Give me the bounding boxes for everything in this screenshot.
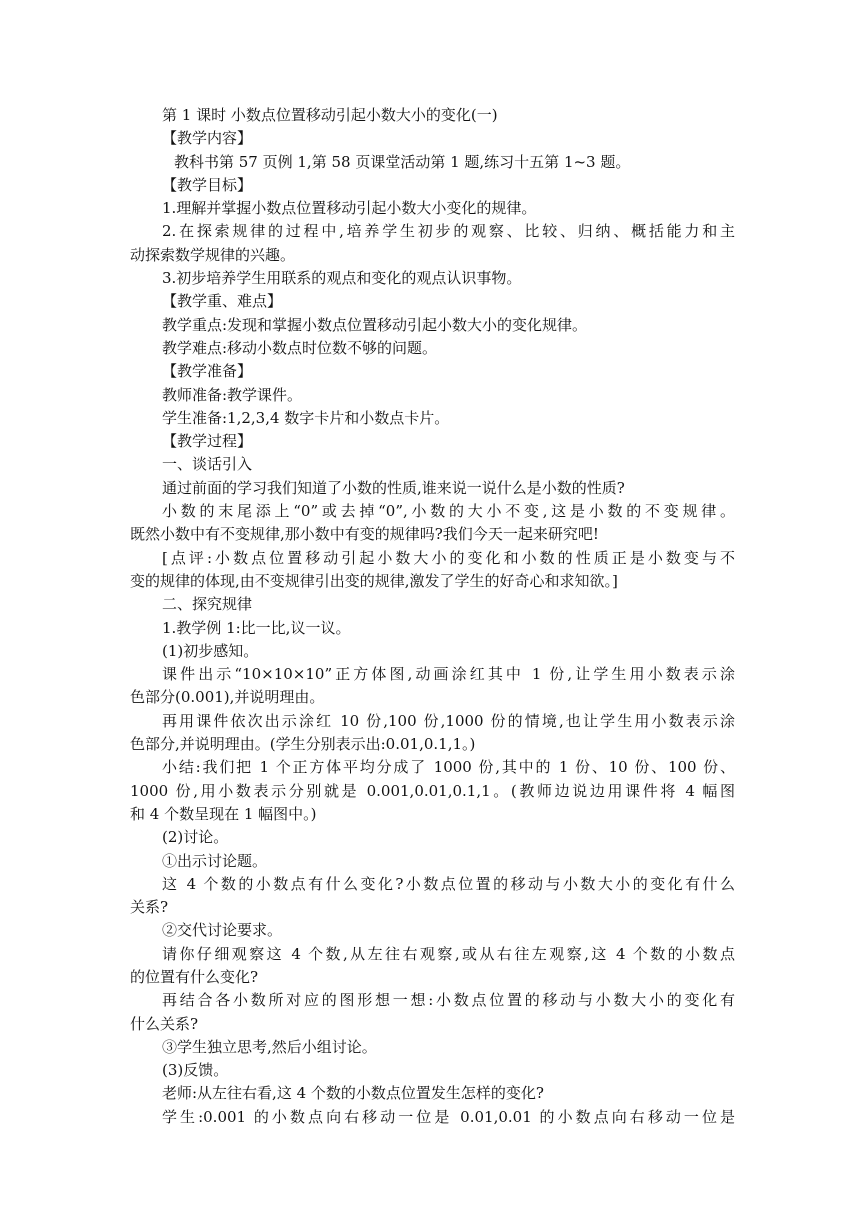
text-line: 学生:0.001 的小数点向右移动一位是 0.01,0.01 的小数点向右移动一位是	[162, 1107, 735, 1126]
text-line: (1)初步感知。	[162, 641, 259, 660]
text-line: 色部分,并说明理由。(学生分别表示出:0.01,0.1,1。)	[130, 735, 476, 754]
text-line: 动探索数学规律的兴趣。	[130, 245, 296, 264]
text-line: (2)讨论。	[162, 828, 229, 847]
text-line: 关系?	[130, 898, 169, 917]
text-line: 的位置有什么变化?	[130, 967, 259, 986]
text-line: ②交代讨论要求。	[162, 921, 283, 940]
text-line: 和 4 个数呈现在 1 幅图中。)	[130, 804, 317, 823]
text-line: 【教学过程】	[162, 432, 253, 451]
text-line: 什么关系?	[130, 1014, 199, 1033]
text-line: 第 1 课时 小数点位置移动引起小数大小的变化(一)	[162, 106, 498, 124]
text-line: 学生准备:1,2,3,4 数字卡片和小数点卡片。	[162, 408, 450, 427]
text-line: 老师:从左往右看,这 4 个数的小数点位置发生怎样的变化?	[162, 1084, 544, 1103]
document-page	[130, 104, 735, 1129]
text-line: 再结合各小数所对应的图形想一想:小数点位置的移动与小数大小的变化有	[162, 991, 735, 1010]
text-line: 教师准备:教学课件。	[162, 385, 303, 404]
text-line: [点评:小数点位置移动引起小数大小的变化和小数的性质正是小数变与不	[162, 548, 735, 567]
text-line: 变的规律的体现,由不变规律引出变的规律,激发了学生的好奇心和求知欲。]	[130, 571, 618, 590]
text-line: 1.教学例 1:比一比,议一议。	[162, 618, 351, 637]
text-line: 【教学准备】	[162, 362, 253, 381]
text-line: 【教学重、难点】	[162, 292, 283, 311]
text-line: 课件出示“10×10×10”正方体图,动画涂红其中 1 份,让学生用小数表示涂	[162, 665, 735, 684]
text-line: 教学难点:移动小数点时位数不够的问题。	[162, 338, 438, 357]
text-line: 小结:我们把 1 个正方体平均分成了 1000 份,其中的 1 份、10 份、100 份、	[162, 758, 735, 777]
text-line: 请你仔细观察这 4 个数,从左往右观察,或从右往左观察,这 4 个数的小数点	[162, 944, 735, 963]
text-line: 二、探究规律	[162, 595, 253, 614]
text-line: 3.初步培养学生用联系的观点和变化的观点认识事物。	[162, 269, 522, 288]
text-line: (3)反馈。	[162, 1061, 229, 1080]
text-line: 1000 份,用小数表示分别就是 0.001,0.01,0.1,1。(教师边说边用课件将 4 幅图	[130, 781, 735, 800]
text-line: 1.理解并掌握小数点位置移动引起小数大小变化的规律。	[162, 199, 537, 218]
text-line: 通过前面的学习我们知道了小数的性质,谁来说一说什么是小数的性质?	[162, 478, 625, 497]
text-line: ③学生独立思考,然后小组讨论。	[162, 1037, 377, 1056]
text-line: 【教学内容】	[162, 129, 253, 148]
text-line: 教科书第 57 页例 1,第 58 页课堂活动第 1 题,练习十五第 1~3 题。	[174, 152, 631, 171]
text-line: 一、谈话引入	[162, 455, 253, 474]
text-line: 【教学目标】	[162, 175, 253, 194]
text-line: 小数的末尾添上“0”或去掉“0”,小数的大小不变,这是小数的不变规律。	[162, 502, 735, 521]
text-line: 教学重点:发现和掌握小数点位置移动引起小数大小的变化规律。	[162, 315, 588, 334]
text-line: 2.在探索规律的过程中,培养学生初步的观察、比较、归纳、概括能力和主	[162, 222, 735, 241]
text-line: 既然小数中有不变规律,那小数中有变的规律吗?我们今天一起来研究吧!	[130, 525, 599, 544]
text-line: 色部分(0.001),并说明理由。	[130, 688, 325, 707]
text-line: ①出示讨论题。	[162, 851, 268, 870]
text-line: 再用课件依次出示涂红 10 份,100 份,1000 份的情境,也让学生用小数表示涂	[162, 711, 735, 730]
text-line: 这 4 个数的小数点有什么变化?小数点位置的移动与小数大小的变化有什么	[162, 874, 735, 893]
